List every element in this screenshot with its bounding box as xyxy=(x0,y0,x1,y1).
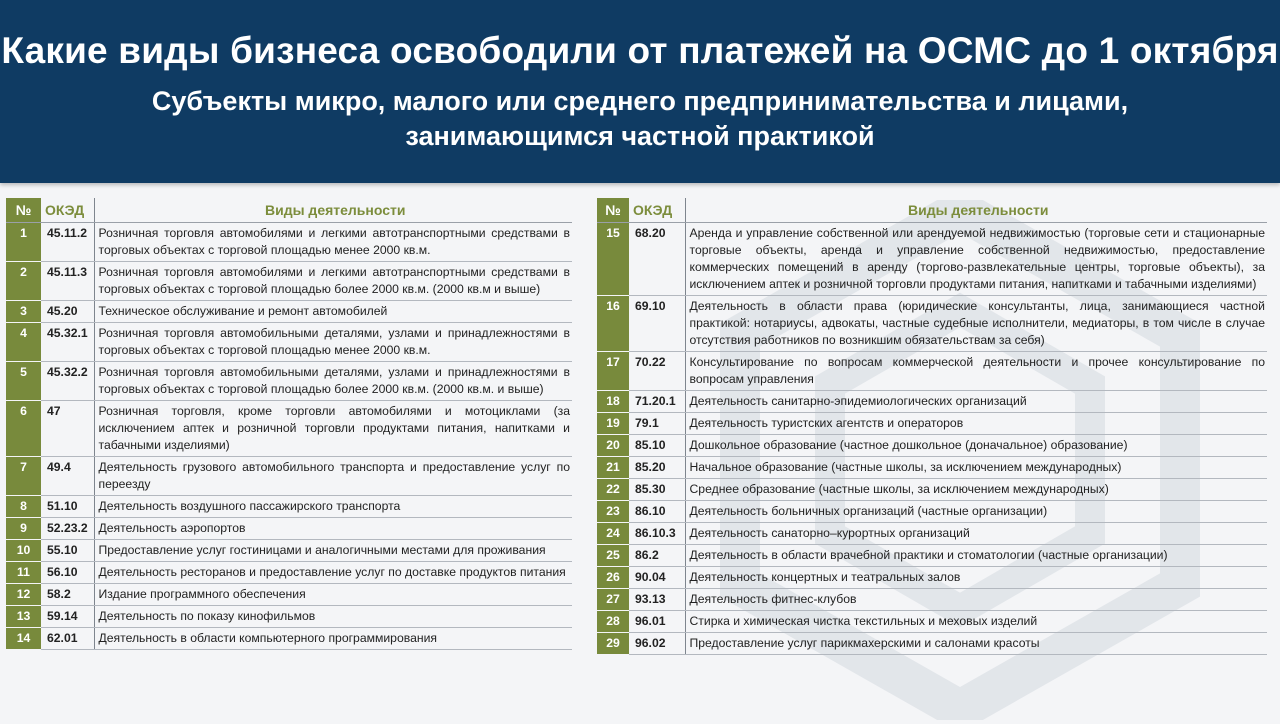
okved-code: 85.20 xyxy=(629,457,685,479)
header-banner xyxy=(0,0,1280,183)
row-number: 25 xyxy=(597,545,629,567)
okved-code: 45.32.2 xyxy=(41,362,94,401)
row-number: 2 xyxy=(6,262,41,301)
table-header-row xyxy=(597,198,1267,223)
okved-code: 86.2 xyxy=(629,545,685,567)
okved-code: 93.13 xyxy=(629,589,685,611)
table-row xyxy=(6,518,572,540)
okved-code: 56.10 xyxy=(41,562,94,584)
table-row xyxy=(6,606,572,628)
okved-column-header: ОКЭД xyxy=(41,198,94,223)
activity-description: Деятельность санитарно-эпидемиологических организаций xyxy=(685,391,1267,413)
table-row xyxy=(597,545,1267,567)
activity-description: Деятельность в области врачебной практики и стоматологии (частные организации) xyxy=(685,545,1267,567)
table-row xyxy=(597,523,1267,545)
table-row xyxy=(6,323,572,362)
activity-description: Аренда и управление собственной или арендуемой недвижимостью (торговые сети и стационарные торговые объекты, аренда и управление собственной недвижимостью, предоставление коммерческих помещений в аренду (торгово-развлекательные центры, торговые объекты), за исключением аптек и розничной торговли продуктами питания, напитками и табачными изделиями) xyxy=(685,223,1267,296)
table-header-row xyxy=(6,198,572,223)
activity-description: Издание программного обеспечения xyxy=(94,584,572,606)
num-column-header: № xyxy=(597,198,629,223)
page-title: Какие виды бизнеса освободили от платежей на ОСМС до 1 октября xyxy=(1,30,1279,71)
okved-code: 96.02 xyxy=(629,633,685,655)
okved-column-header: ОКЭД xyxy=(629,198,685,223)
table-row xyxy=(6,584,572,606)
table-row xyxy=(6,401,572,457)
right-activities-table xyxy=(597,198,1267,655)
okved-code: 90.04 xyxy=(629,567,685,589)
table-row xyxy=(6,562,572,584)
okved-code: 51.10 xyxy=(41,496,94,518)
table-row xyxy=(597,435,1267,457)
table-row xyxy=(597,501,1267,523)
row-number: 21 xyxy=(597,457,629,479)
row-number: 12 xyxy=(6,584,41,606)
row-number: 27 xyxy=(597,589,629,611)
activity-column-header: Виды деятельности xyxy=(94,198,572,223)
row-number: 1 xyxy=(6,223,41,262)
okved-code: 85.30 xyxy=(629,479,685,501)
table-row xyxy=(597,352,1267,391)
okved-code: 45.11.2 xyxy=(41,223,94,262)
activity-description: Деятельность фитнес-клубов xyxy=(685,589,1267,611)
okved-code: 52.23.2 xyxy=(41,518,94,540)
table-row xyxy=(6,301,572,323)
table-row xyxy=(597,413,1267,435)
table-row xyxy=(6,496,572,518)
okved-code: 71.20.1 xyxy=(629,391,685,413)
okved-code: 62.01 xyxy=(41,628,94,650)
row-number: 24 xyxy=(597,523,629,545)
row-number: 23 xyxy=(597,501,629,523)
okved-code: 79.1 xyxy=(629,413,685,435)
table-row xyxy=(597,223,1267,296)
row-number: 3 xyxy=(6,301,41,323)
row-number: 11 xyxy=(6,562,41,584)
activity-description: Розничная торговля, кроме торговли автомобилями и мотоциклами (за исключением аптек и розничной торговли продуктами питания, напитками и табачными изделиями) xyxy=(94,401,572,457)
table-row xyxy=(6,628,572,650)
table-row xyxy=(6,540,572,562)
activity-description: Розничная торговля автомобилями и легкими автотранспортными средствами в торговых объектах с торговой площадью менее 2000 кв.м. xyxy=(94,223,572,262)
activity-description: Предоставление услуг гостиницами и аналогичными местами для проживания xyxy=(94,540,572,562)
row-number: 29 xyxy=(597,633,629,655)
subtitle-line-1: Субъекты микро, малого или среднего предпринимательства и лицами, xyxy=(151,86,1129,116)
row-number: 6 xyxy=(6,401,41,457)
okved-code: 45.32.1 xyxy=(41,323,94,362)
row-number: 26 xyxy=(597,567,629,589)
table-row xyxy=(597,567,1267,589)
activity-description: Предоставление услуг парикмахерскими и салонами красоты xyxy=(685,633,1267,655)
row-number: 13 xyxy=(6,606,41,628)
row-number: 7 xyxy=(6,457,41,496)
activity-description: Деятельность туристских агентств и операторов xyxy=(685,413,1267,435)
activity-description: Деятельность концертных и театральных залов xyxy=(685,567,1267,589)
activity-description: Розничная торговля автомобилями и легкими автотранспортными средствами в торговых объектах с торговой площадью более 2000 кв.м. (2000 кв.м и выше) xyxy=(94,262,572,301)
okved-code: 59.14 xyxy=(41,606,94,628)
okved-code: 86.10 xyxy=(629,501,685,523)
activity-description: Деятельность ресторанов и предоставление услуг по доставке продуктов питания xyxy=(94,562,572,584)
activity-description: Деятельность больничных организаций (частные организации) xyxy=(685,501,1267,523)
left-activities-table xyxy=(6,198,572,650)
table-row xyxy=(597,611,1267,633)
row-number: 14 xyxy=(6,628,41,650)
table-row xyxy=(597,457,1267,479)
row-number: 28 xyxy=(597,611,629,633)
activity-description: Деятельность аэропортов xyxy=(94,518,572,540)
activity-description: Деятельность в области компьютерного программирования xyxy=(94,628,572,650)
okved-code: 45.20 xyxy=(41,301,94,323)
table-row xyxy=(597,391,1267,413)
activity-description: Деятельность по показу кинофильмов xyxy=(94,606,572,628)
okved-code: 86.10.3 xyxy=(629,523,685,545)
activity-description: Техническое обслуживание и ремонт автомобилей xyxy=(94,301,572,323)
okved-code: 68.20 xyxy=(629,223,685,296)
row-number: 16 xyxy=(597,296,629,352)
activity-description: Деятельность воздушного пассажирского транспорта xyxy=(94,496,572,518)
activity-column-header: Виды деятельности xyxy=(685,198,1267,223)
okved-code: 55.10 xyxy=(41,540,94,562)
row-number: 10 xyxy=(6,540,41,562)
okved-code: 85.10 xyxy=(629,435,685,457)
page-subtitle xyxy=(0,84,1280,154)
activity-description: Стирка и химическая чистка текстильных и меховых изделий xyxy=(685,611,1267,633)
activity-description: Дошкольное образование (частное дошкольное (доначальное) образование) xyxy=(685,435,1267,457)
okved-code: 69.10 xyxy=(629,296,685,352)
num-column-header: № xyxy=(6,198,41,223)
activity-description: Деятельность санаторно–курортных организаций xyxy=(685,523,1267,545)
row-number: 8 xyxy=(6,496,41,518)
table-row xyxy=(6,262,572,301)
row-number: 5 xyxy=(6,362,41,401)
activity-description: Начальное образование (частные школы, за исключением международных) xyxy=(685,457,1267,479)
okved-code: 45.11.3 xyxy=(41,262,94,301)
table-row xyxy=(597,296,1267,352)
table-row xyxy=(597,479,1267,501)
table-row xyxy=(597,589,1267,611)
row-number: 15 xyxy=(597,223,629,296)
activity-description: Консультирование по вопросам коммерческой деятельности и прочее консультирование по вопросам управления xyxy=(685,352,1267,391)
activity-description: Среднее образование (частные школы, за исключением международных) xyxy=(685,479,1267,501)
activity-description: Деятельность в области права (юридические консультанты, лица, занимающиеся частной практикой: нотариусы, адвокаты, частные судебные исполнители, медиаторы, в том числе в случае отсутствия работников по возникшим обязательствам за себя) xyxy=(685,296,1267,352)
okved-code: 96.01 xyxy=(629,611,685,633)
row-number: 20 xyxy=(597,435,629,457)
row-number: 18 xyxy=(597,391,629,413)
row-number: 4 xyxy=(6,323,41,362)
table-row xyxy=(597,633,1267,655)
table-row xyxy=(6,223,572,262)
table-row xyxy=(6,362,572,401)
activity-description: Розничная торговля автомобильными деталями, узлами и принадлежностями в торговых объектах с торговой площадью более 2000 кв.м. (2000 кв.м. и выше) xyxy=(94,362,572,401)
row-number: 17 xyxy=(597,352,629,391)
subtitle-line-2: занимающимся частной практикой xyxy=(405,121,875,151)
okved-code: 70.22 xyxy=(629,352,685,391)
table-row xyxy=(6,457,572,496)
activity-description: Деятельность грузового автомобильного транспорта и предоставление услуг по переезду xyxy=(94,457,572,496)
row-number: 19 xyxy=(597,413,629,435)
okved-code: 58.2 xyxy=(41,584,94,606)
row-number: 22 xyxy=(597,479,629,501)
row-number: 9 xyxy=(6,518,41,540)
okved-code: 49.4 xyxy=(41,457,94,496)
okved-code: 47 xyxy=(41,401,94,457)
activity-description: Розничная торговля автомобильными деталями, узлами и принадлежностями в торговых объектах с торговой площадью менее 2000 кв.м. xyxy=(94,323,572,362)
